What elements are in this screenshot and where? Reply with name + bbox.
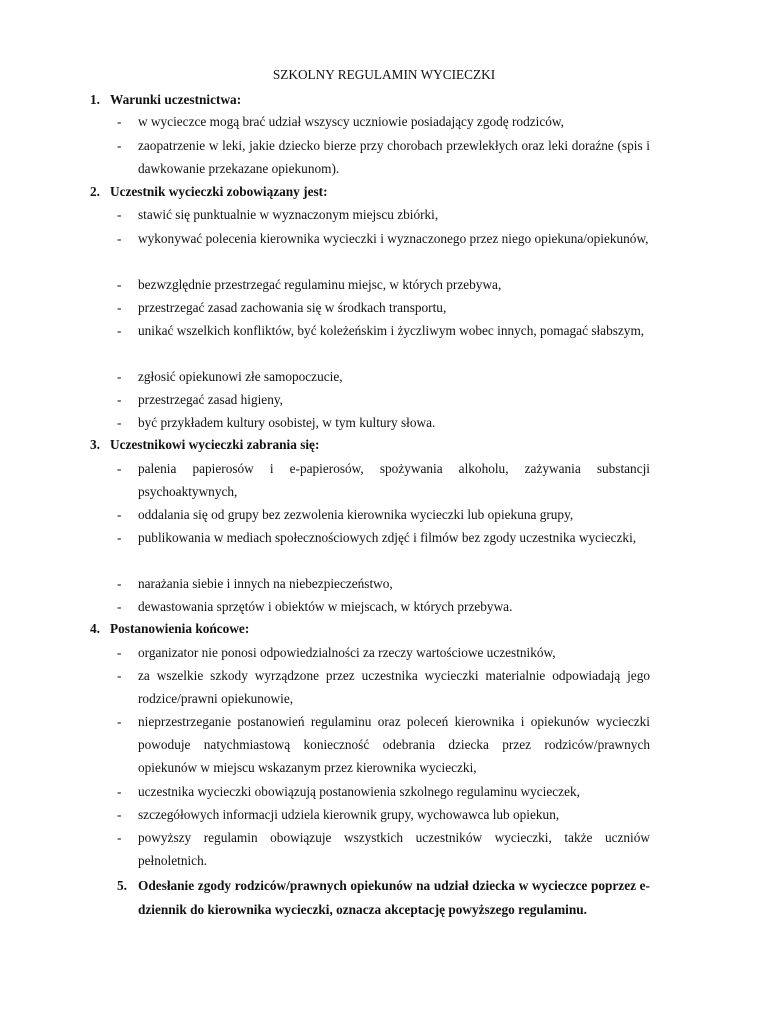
list-item	[117, 826, 650, 872]
list-item-text: dewastowania sprzętów i obiektów w miejscach, w których przebywa.	[138, 599, 513, 614]
bullet-dash: -	[117, 668, 122, 683]
bullet-dash: -	[117, 323, 122, 338]
section-number: 1.	[90, 92, 100, 107]
bullet-dash: -	[117, 576, 122, 591]
list-item-text: w wycieczce mogą brać udział wszyscy uczniowie posiadający zgodę rodziców,	[138, 114, 564, 129]
bullet-dash: -	[117, 461, 122, 476]
bullet-dash: -	[117, 714, 122, 729]
list-item-text: zgłosić opiekunowi złe samopoczucie,	[138, 369, 343, 384]
list-item	[117, 296, 650, 319]
bullet-dash: -	[117, 507, 122, 522]
bullet-dash: -	[117, 645, 122, 660]
list-item	[117, 411, 650, 434]
list-item-text: unikać wszelkich konfliktów, być koleżeńskim i życzliwym wobec innych, pomagać słabszym,	[138, 323, 645, 338]
list-item-text: organizator nie ponosi odpowiedzialności za rzeczy wartościowe uczestników,	[138, 645, 556, 660]
section-number: 4.	[90, 621, 100, 636]
list-item-text: wykonywać polecenia kierownika wycieczki i wyznaczonego przez niego opiekuna/opiekunów,	[138, 231, 649, 246]
list-item-text: publikowania w mediach społecznościowych zdjęć i filmów bez zgody uczestnika wycieczki,	[138, 530, 637, 545]
bullet-dash: -	[117, 114, 122, 129]
section-number: 2.	[90, 184, 100, 199]
list-item-text: szczegółowych informacji udziela kierownik grupy, wychowawca lub opiekun,	[138, 807, 560, 822]
list-item-text: przestrzegać zasad higieny,	[138, 392, 283, 407]
list-item-text: uczestnika wycieczki obowiązują postanowienia szkolnego regulaminu wycieczek,	[138, 784, 580, 799]
section-number: 3.	[90, 437, 100, 452]
document-title: SZKOLNY REGULAMIN WYCIECZKI	[272, 67, 496, 82]
bullet-dash: -	[117, 207, 122, 222]
list-item-text: być przykładem kultury osobistej, w tym kultury słowa.	[138, 415, 436, 430]
bullet-dash: -	[117, 300, 122, 315]
list-item-text: powyższy regulamin obowiązuje wszystkich uczestników wycieczki, także uczniów pełnoletnich.	[138, 830, 650, 868]
list-item-text: narażania siebie i innych na niebezpieczeństwo,	[138, 576, 393, 591]
list-item	[117, 803, 650, 826]
list-item-text: bezwzględnie przestrzegać regulaminu miejsc, w których przebywa,	[138, 277, 502, 292]
list-item	[117, 388, 650, 411]
bullet-dash: -	[117, 830, 122, 845]
final-clause-text: Odesłanie zgody rodziców/prawnych opiekunów na udział dziecka w wycieczce poprzez e-dziennik do kierownika wycieczki, oznacza akceptację powyższego regulaminu.	[138, 878, 650, 917]
list-item-text: zaopatrzenie w leki, jakie dziecko bierze przy chorobach przewlekłych oraz leki doraźne (spis i dawkowanie przekazane opiekunom).	[138, 138, 650, 176]
bullet-dash: -	[117, 599, 122, 614]
bullet-dash: -	[117, 530, 122, 545]
bullet-dash: -	[117, 369, 122, 384]
list-item-text: przestrzegać zasad zachowania się w środkach transportu,	[138, 300, 447, 315]
bullet-dash: -	[117, 392, 122, 407]
list-item	[117, 365, 650, 388]
list-item-text: palenia papierosów i e-papierosów, spożywania alkoholu, zażywania substancji psychoaktywnych,	[138, 461, 650, 499]
list-item	[117, 273, 650, 296]
list-item	[117, 319, 650, 342]
list-item	[117, 664, 650, 710]
list-item-text: nieprzestrzeganie postanowień regulaminu oraz poleceń kierownika i opiekunów wycieczki powoduje natychmiastową konieczność odebrania dziecka przez rodziców/prawnych opiekunów w miejscu wskazanym przez kierownika wycieczki,	[138, 714, 650, 775]
section-heading-text: Uczestnik wycieczki zobowiązany jest:	[110, 184, 328, 199]
section-heading-text: Uczestnikowi wycieczki zabrania się:	[110, 437, 320, 452]
list-item	[117, 572, 650, 595]
list-item	[117, 227, 650, 250]
bullet-dash: -	[117, 807, 122, 822]
bullet-dash: -	[117, 138, 122, 153]
list-item-text: stawić się punktualnie w wyznaczonym miejscu zbiórki,	[138, 207, 439, 222]
section-heading-text: Warunki uczestnictwa:	[110, 92, 242, 107]
bullet-dash: -	[117, 231, 122, 246]
list-item-text: za wszelkie szkody wyrządzone przez uczestnika wycieczki materialnie odpowiadają jego rodzice/prawni opiekunowie,	[138, 668, 650, 706]
list-item	[117, 710, 650, 779]
bullet-dash: -	[117, 415, 122, 430]
list-item	[117, 457, 650, 503]
bullet-dash: -	[117, 277, 122, 292]
section-heading-1	[90, 91, 650, 109]
list-item	[117, 595, 650, 618]
section-heading-3	[90, 436, 650, 454]
list-item	[117, 203, 650, 226]
bullet-dash: -	[117, 784, 122, 799]
list-item	[117, 780, 650, 803]
list-item-text: oddalania się od grupy bez zezwolenia kierownika wycieczki lub opiekuna grupy,	[138, 507, 574, 522]
final-clause	[117, 874, 650, 921]
list-item	[117, 641, 650, 664]
final-clause-number: 5.	[117, 878, 127, 893]
section-heading-4	[90, 620, 650, 638]
list-item	[117, 503, 650, 526]
section-heading-2	[90, 183, 650, 201]
list-item	[117, 526, 650, 549]
section-heading-text: Postanowienia końcowe:	[110, 621, 250, 636]
list-item	[117, 110, 650, 133]
list-item	[117, 134, 650, 180]
